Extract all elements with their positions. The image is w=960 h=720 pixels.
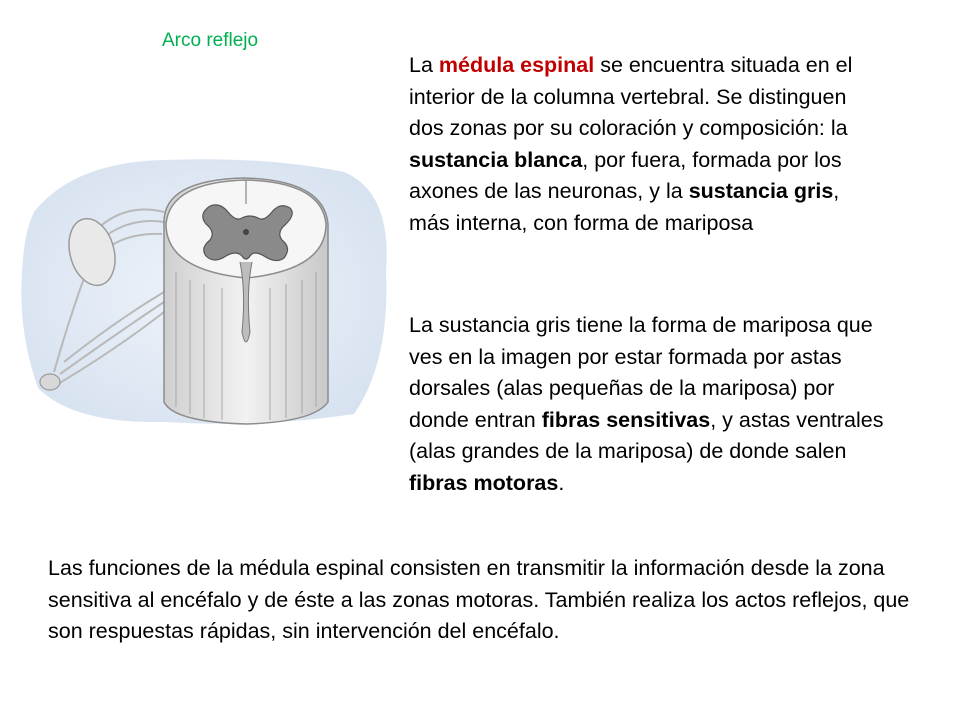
highlight-sustancia-blanca: sustancia blanca	[409, 147, 583, 172]
p1-text-7: , más interna, con forma de mariposa	[409, 179, 840, 235]
p1-text-1: La	[409, 53, 439, 77]
highlight-fibras-motoras: fibras motoras	[409, 470, 559, 495]
paragraph-medula-description	[409, 50, 884, 239]
p2-text-3: , y astas ventrales (alas grandes de la mariposa) de donde salen	[409, 407, 884, 463]
p2-text-5: .	[558, 470, 565, 495]
highlight-sustancia-gris: sustancia gris	[688, 179, 834, 203]
p1-text-5: , por fuera, formada por los axones de las neuronas, y la	[409, 147, 842, 203]
slide-title: Arco reflejo	[162, 30, 259, 51]
p1-text-3: se encuentra situada en el interior de la columna vertebral. Se distinguen dos zonas por su coloración y composición: la	[409, 53, 853, 140]
spinal-cord-illustration	[14, 152, 392, 428]
highlight-medula-espinal: médula espinal	[438, 53, 595, 77]
highlight-fibras-sensitivas: fibras sensitivas	[541, 407, 711, 432]
paragraph-funciones: Las funciones de la médula espinal consisten en transmitir la información desde la zona sensitiva al encéfalo y de éste a las zonas motoras. También realiza los actos reflejos, que son respuestas rápidas, sin intervención del encéfalo.	[48, 556, 910, 643]
spinal-cord-cross-section-icon	[14, 152, 392, 428]
paragraph-sustancia-gris	[409, 310, 884, 499]
p2-text-1: La sustancia gris tiene la forma de mariposa que ves en la imagen por estar formada por astas dorsales (alas pequeñas de la mariposa) por donde entran	[409, 313, 873, 432]
